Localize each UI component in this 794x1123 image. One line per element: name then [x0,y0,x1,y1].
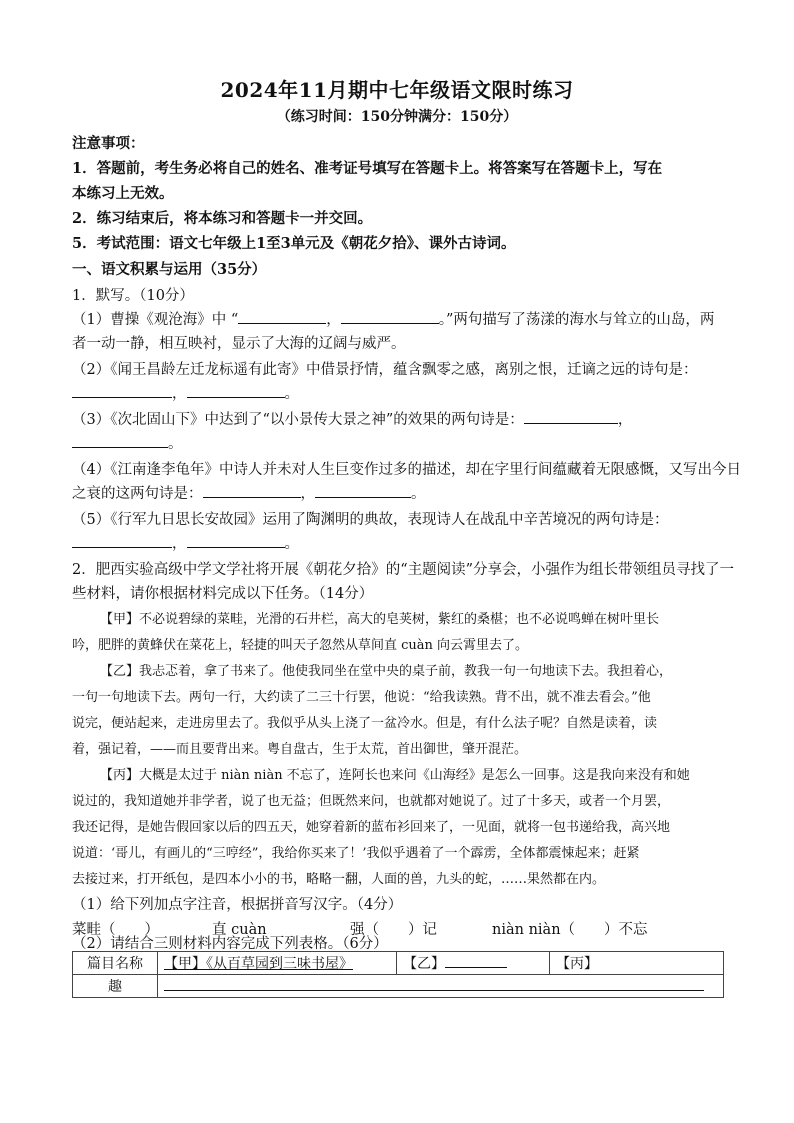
q1-1-line-cont: 者一动一静，相互映衬，显示了大海的辽阔与威严。 [72,336,406,352]
notice-item-2: 2．练习结束后，将本练习和答题卡一并交回。 [72,210,373,227]
q1-5-line: （5）《行军九日思长安故园》运用了陶渊明的典故，表现诗人在战乱中辛苦境况的两句诗是： [72,512,669,528]
answer-blank[interactable] [238,309,326,324]
answer-blank[interactable] [72,433,168,448]
table-header-cell[interactable] [397,952,550,975]
q1-1-line [72,308,724,329]
material-bing-4: 说道：‘哥儿，有画儿的“三哼经”，我给你买来了！’我似乎遇着了一个霹雳，全体都震悚起来；赶紧 [72,846,640,861]
task-1-title: （1）给下列加点字注音，根据拼音写汉字。（4分） [72,897,403,913]
answer-blank[interactable] [72,383,172,398]
q1-4-comma: ， [300,486,315,502]
material-jia-2: 吟，肥胖的黄蜂伏在菜花上，轻捷的叫天子忽然从草间直 cuàn 向云霄里去了。 [72,638,529,653]
q2-line-cont: 些材料，请你根据材料完成以下任务。（14分） [72,586,374,602]
q1-3-line [72,408,724,429]
q1-2-line: （2）《闻王昌龄左迁龙标遥有此寄》中借景抒情，蕴含飘零之感，离别之恨，迁谪之远的诗句是： [72,362,698,378]
material-bing-5: 去接过来，打开纸包，是四本小小的书，略略一翻，人面的兽，九头的蛇，……果然都在内。 [72,872,606,887]
material-yi-4: 着，强记着，——而且要背出来。粤自盘古，生于太荒，首出御世，肇开混茫。 [72,742,528,757]
material-jia-1: 【甲】不必说碧绿的菜畦，光滑的石井栏，高大的皂荚树，紫红的桑椹；也不必说鸣蝉在树叶里长 [100,612,660,627]
pinyin-item-4[interactable]: niàn niàn（ ）不忘 [492,922,648,938]
table-header-cell: 【丙】 [550,952,724,975]
answer-blank[interactable] [524,409,618,424]
answer-blank[interactable] [315,483,411,498]
q1-4-end: 。 [411,486,426,502]
table-answer-cell[interactable] [158,975,724,998]
q1-3-prompt: （3）《次北固山下》中达到了“以小景传大景之神”的效果的两句诗是： [72,412,524,428]
q1-title: 1．默写。（10分） [72,288,194,304]
task-2-title: （2）请结合三则材料内容完成下列表格。（6分） [72,936,388,952]
table-header-cell [158,952,397,975]
q1-2-end: 。 [284,386,299,402]
q1-3-comma: ， [617,412,633,428]
q1-4-prompt: 之衰的这两句诗是： [72,486,203,502]
q1-3-end: 。 [168,436,183,452]
q1-4-answer-line [72,482,724,503]
q1-1-prompt-end: 。”两句描写了荡漾的海水与耸立的山岛，两 [438,312,715,328]
material-bing-1: 【丙】大概是太过于 niàn niàn 不忘了，连阿长也来问《山海经》是怎么一回事。这是我向来没有和她 [100,768,690,783]
pinyin-item-1[interactable]: 菜畦（ ） [72,922,159,938]
q1-5-end: 。 [284,536,299,552]
q1-5-answer-line [72,532,724,553]
q1-5-comma: ， [172,536,187,552]
table-row [73,975,724,998]
page-title: 2024年11月期中七年级语文限时练习 [220,78,574,102]
answer-blank[interactable] [72,533,172,548]
material-yi-3: 说完，便站起来，走进房里去了。我似乎从头上浇了一盆冷水。但是，有什么法子呢？自然是读着，读 [72,716,658,731]
answer-blank[interactable] [203,483,301,498]
table-header-jia: 【甲】《从百草园到三味书屋》 [164,956,353,972]
material-bing-3: 我还记得，是她告假回家以后的四五天，她穿着新的蓝布衫回来了，一见面，就将一包书递给我，高兴地 [72,820,671,835]
answer-blank[interactable] [341,309,439,324]
notice-item-1: 1．答题前，考生务必将自己的姓名、准考证号填写在答题卡上。将答案写在答题卡上，写在 [72,160,663,177]
table-header-cell: 篇目名称 [73,952,158,975]
table-row [73,952,724,975]
table-header-yi: 【乙】 [403,956,445,972]
material-bing-2: 说过的，我知道她并非学者，说了也无益；但既然来问，也就都对她说了。过了十多天，或者一个月罢， [72,794,671,809]
q1-1-comma: ， [326,312,341,328]
answer-blank[interactable] [187,383,285,398]
table-row-label: 趣 [73,975,158,998]
section-1-heading: 一、语文积累与运用（35分） [72,261,267,278]
notice-item-5: 5．考试范围：语文七年级上1至3单元及《朝花夕拾》、课外古诗词。 [72,235,516,252]
q1-4-line: （4）《江南逢李龟年》中诗人并未对人生巨变作过多的描述，却在字里行间蕴藏着无限感慨，又写出今日 [72,462,741,478]
q1-1-prompt: （1）曹操《观沧海》中 “ [72,312,239,328]
q2-line: 2．肥西实验高级中学文学社将开展《朝花夕拾》的“主题阅读”分享会，小强作为组长带领组员寻找了一 [72,562,735,578]
reading-table [72,951,724,998]
notice-item-1-cont: 本练习上无效。 [72,185,174,202]
pinyin-item-3[interactable]: 强（ ）记 [350,922,437,938]
material-yi-1: 【乙】我忐忑着，拿了书来了。他使我同坐在堂中央的桌子前，教我一句一句地读下去。我担着心， [100,664,673,679]
pinyin-item-2[interactable]: 直 cuàn [212,922,267,938]
q1-2-comma: ， [172,386,187,402]
notice-heading: 注意事项： [72,135,145,152]
answer-blank[interactable] [187,533,285,548]
q1-2-answer-line [72,382,724,403]
exam-time-info: （练习时间：150分钟满分：150分） [276,109,518,125]
material-yi-2: 一句一句地读下去。两句一行，大约读了二三十行罢，他说：“给我读熟。背不出，就不准去看会。”他 [72,690,651,705]
answer-blank[interactable] [164,978,704,991]
answer-blank[interactable] [445,955,507,968]
q1-3-answer-line [72,432,724,453]
